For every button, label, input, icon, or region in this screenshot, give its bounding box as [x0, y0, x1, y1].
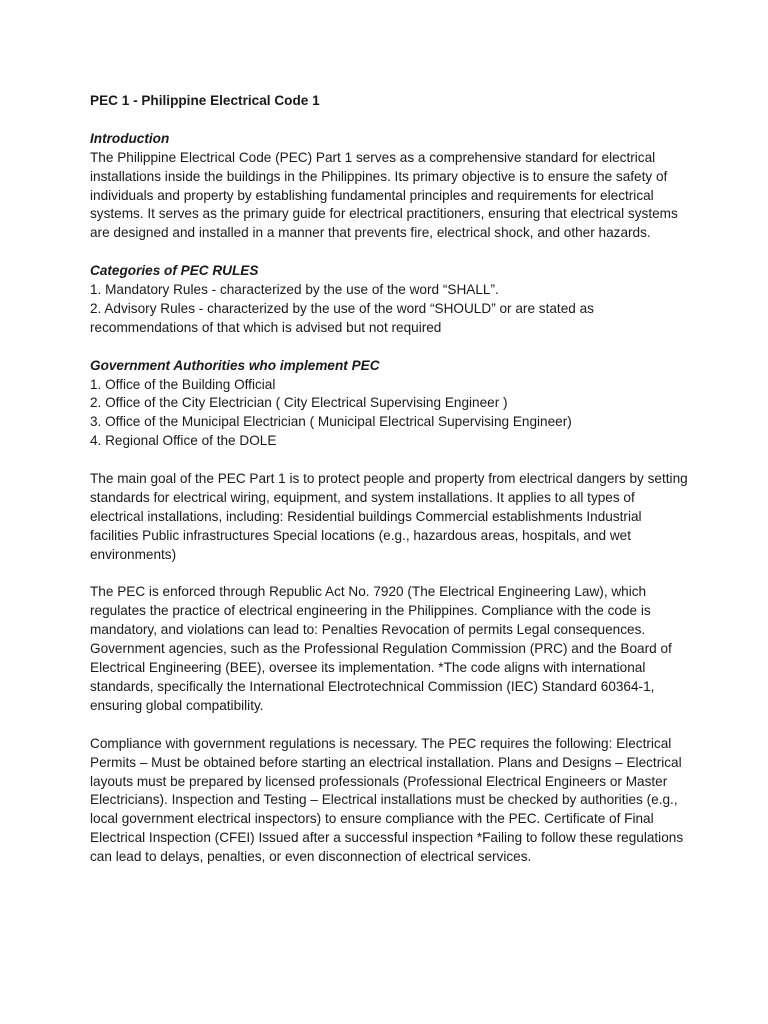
introduction-section [90, 130, 690, 243]
categories-section [90, 262, 690, 338]
list-item: 3. Office of the Municipal Electrician ( Municipal Electrical Supervising Engineer) [90, 414, 572, 430]
authorities-heading: Government Authorities who implement PEC [90, 357, 380, 373]
scope-paragraph: The main goal of the PEC Part 1 is to protect people and property from electrical dangers by setting standards for electrical wiring, equipment, and system installations. It applies to all types of electrical installations, including: Residential buildings Commercial establishments Industrial facilities Public infrastructures Special locations (e.g., hazardous areas, hospitals, and wet environments) [90, 471, 688, 562]
compliance-paragraph: Compliance with government regulations is necessary. The PEC requires the following: Electrical Permits – Must be obtained before starting an electrical installation. Plans and Designs – Electrical layouts must be prepared by licensed professionals (Professional Electrical Engineers or Master Electricians). Inspection and Testing – Electrical installations must be checked by authorities (e.g., local government electrical inspectors) to ensure compliance with the PEC. Certificate of Final Electrical Inspection (CFEI) Issued after a successful inspection *Failing to follow these regulations can lead to delays, penalties, or even disconnection of electrical services. [90, 735, 684, 865]
list-item: 4. Regional Office of the DOLE [90, 433, 277, 449]
introduction-paragraph: The Philippine Electrical Code (PEC) Part 1 serves as a comprehensive standard for electrical installations inside the buildings in the Philippines. Its primary objective is to ensure the safety of individuals and property by establishing fundamental principles and requirements for electrical systems. It serves as the primary guide for electrical practitioners, ensuring that electrical systems are designed and installed in a manner that prevents fire, electrical shock, and other hazards. [90, 149, 678, 241]
document-page [90, 92, 690, 886]
document-title: PEC 1 - Philippine Electrical Code 1 [90, 93, 320, 108]
authorities-list [90, 376, 690, 452]
list-item: 1. Office of the Building Official [90, 376, 276, 392]
introduction-heading: Introduction [90, 130, 170, 146]
list-item: 2. Office of the City Electrician ( City Electrical Supervising Engineer ) [90, 395, 508, 411]
enforcement-paragraph: The PEC is enforced through Republic Act No. 7920 (The Electrical Engineering Law), which regulates the practice of electrical engineering in the Philippines. Compliance with the code is mandatory, and violations can lead to: Penalties Revocation of permits Legal consequences. Government agencies, such as the Professional Regulation Commission (PRC) and the Board of Electrical Engineering (BEE), oversee its implementation. *The code aligns with international standards, specifically the International Electrotechnical Commission (IEC) Standard 60364-1, ensuring global compatibility. [90, 584, 672, 713]
list-item: 1. Mandatory Rules - characterized by the use of the word “SHALL”. [90, 282, 499, 298]
categories-heading: Categories of PEC RULES [90, 263, 259, 279]
list-item: 2. Advisory Rules - characterized by the use of the word “SHOULD” or are stated as recommendations of that which is advised but not required [90, 300, 594, 335]
authorities-section [90, 357, 690, 452]
categories-list [90, 281, 690, 338]
